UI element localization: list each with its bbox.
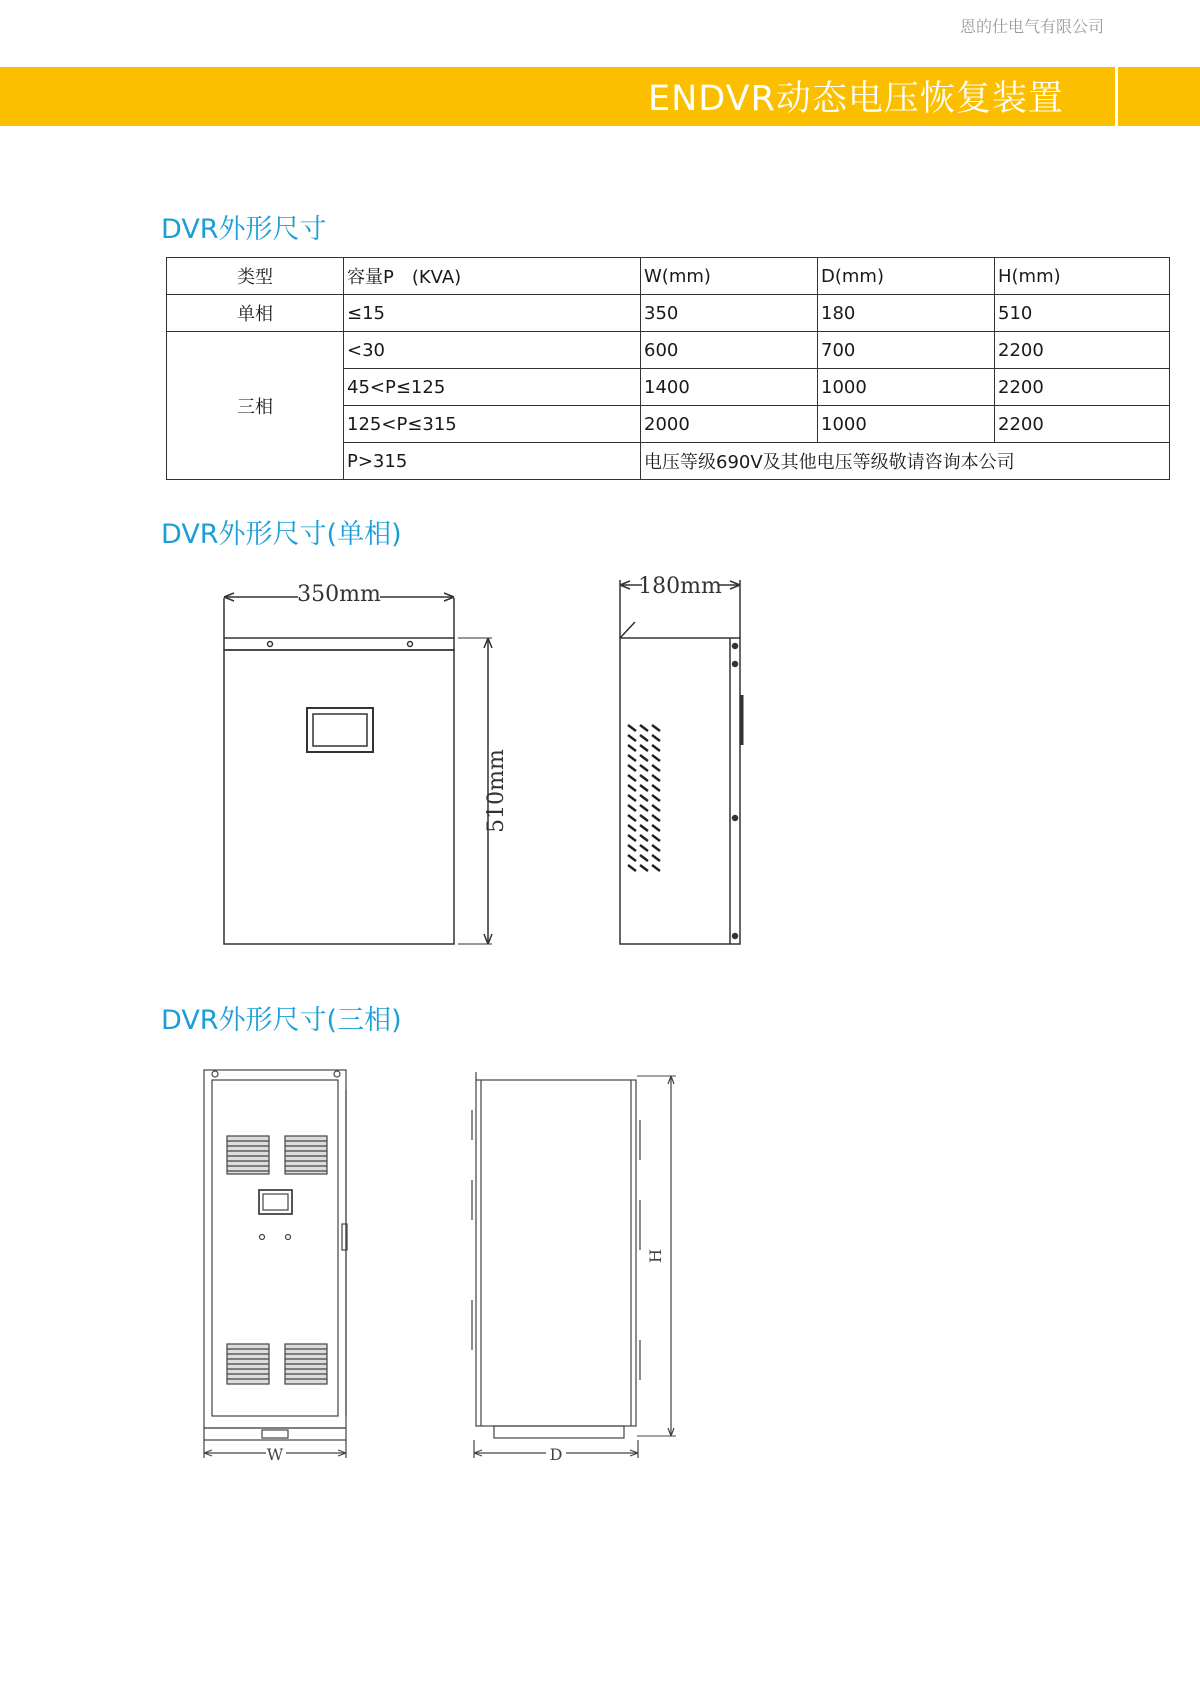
height-dimension-label: H bbox=[646, 1249, 665, 1263]
cell-capacity: 45<P≤125 bbox=[344, 369, 641, 406]
single-phase-drawing bbox=[210, 560, 770, 980]
cell-h: 2200 bbox=[995, 369, 1170, 406]
cell-w: 600 bbox=[641, 332, 818, 369]
table-header-row bbox=[167, 258, 1170, 295]
cell-capacity: <30 bbox=[344, 332, 641, 369]
company-name: 恩的仕电气有限公司 bbox=[960, 17, 1105, 36]
vent-grille-top-left bbox=[227, 1136, 269, 1174]
cell-note: 电压等级690V及其他电压等级敬请咨询本公司 bbox=[641, 443, 1170, 480]
cell-capacity: 125<P≤315 bbox=[344, 406, 641, 443]
cell-w: 1400 bbox=[641, 369, 818, 406]
three-phase-drawing bbox=[196, 1060, 696, 1470]
width-dimension-label: W bbox=[266, 1445, 284, 1464]
dimensions-table bbox=[166, 257, 1170, 480]
title-banner bbox=[0, 67, 1200, 126]
header-cell-d: D(mm) bbox=[818, 258, 995, 295]
banner-divider bbox=[1115, 67, 1118, 126]
three-side-view bbox=[472, 1072, 676, 1458]
section-title-single-phase: DVR外形尺寸(单相) bbox=[161, 519, 402, 550]
vent-grille-top-right bbox=[285, 1136, 327, 1174]
single-side-view bbox=[620, 580, 742, 944]
table-row bbox=[167, 332, 1170, 369]
header-cell-w: W(mm) bbox=[641, 258, 818, 295]
cell-type-single: 单相 bbox=[167, 295, 344, 332]
cell-d: 180 bbox=[818, 295, 995, 332]
cell-d: 1000 bbox=[818, 369, 995, 406]
single-front-view bbox=[224, 593, 492, 944]
section-title-dimensions: DVR外形尺寸 bbox=[161, 214, 327, 245]
cell-d: 700 bbox=[818, 332, 995, 369]
header-cell-type: 类型 bbox=[167, 258, 344, 295]
three-front-view bbox=[204, 1070, 347, 1458]
header-cell-h: H(mm) bbox=[995, 258, 1170, 295]
depth-dimension-label: 180mm bbox=[638, 574, 722, 599]
header-cell-capacity: 容量P (KVA) bbox=[344, 258, 641, 295]
vent-slots bbox=[628, 725, 660, 871]
cell-h: 2200 bbox=[995, 332, 1170, 369]
cell-d: 1000 bbox=[818, 406, 995, 443]
cell-w: 2000 bbox=[641, 406, 818, 443]
cell-type-three: 三相 bbox=[167, 332, 344, 480]
width-dimension-label: 350mm bbox=[297, 582, 381, 607]
depth-dimension-label: D bbox=[549, 1445, 563, 1464]
cell-h: 2200 bbox=[995, 406, 1170, 443]
vent-grille-bottom-right bbox=[285, 1344, 327, 1384]
height-dimension-label: 510mm bbox=[484, 749, 509, 833]
table-row bbox=[167, 295, 1170, 332]
section-title-three-phase: DVR外形尺寸(三相) bbox=[161, 1005, 402, 1036]
cell-capacity: P>315 bbox=[344, 443, 641, 480]
vent-grille-bottom-left bbox=[227, 1344, 269, 1384]
banner-title: ENDVR动态电压恢复装置 bbox=[648, 79, 1064, 119]
cell-w: 350 bbox=[641, 295, 818, 332]
cell-capacity: ≤15 bbox=[344, 295, 641, 332]
cell-h: 510 bbox=[995, 295, 1170, 332]
